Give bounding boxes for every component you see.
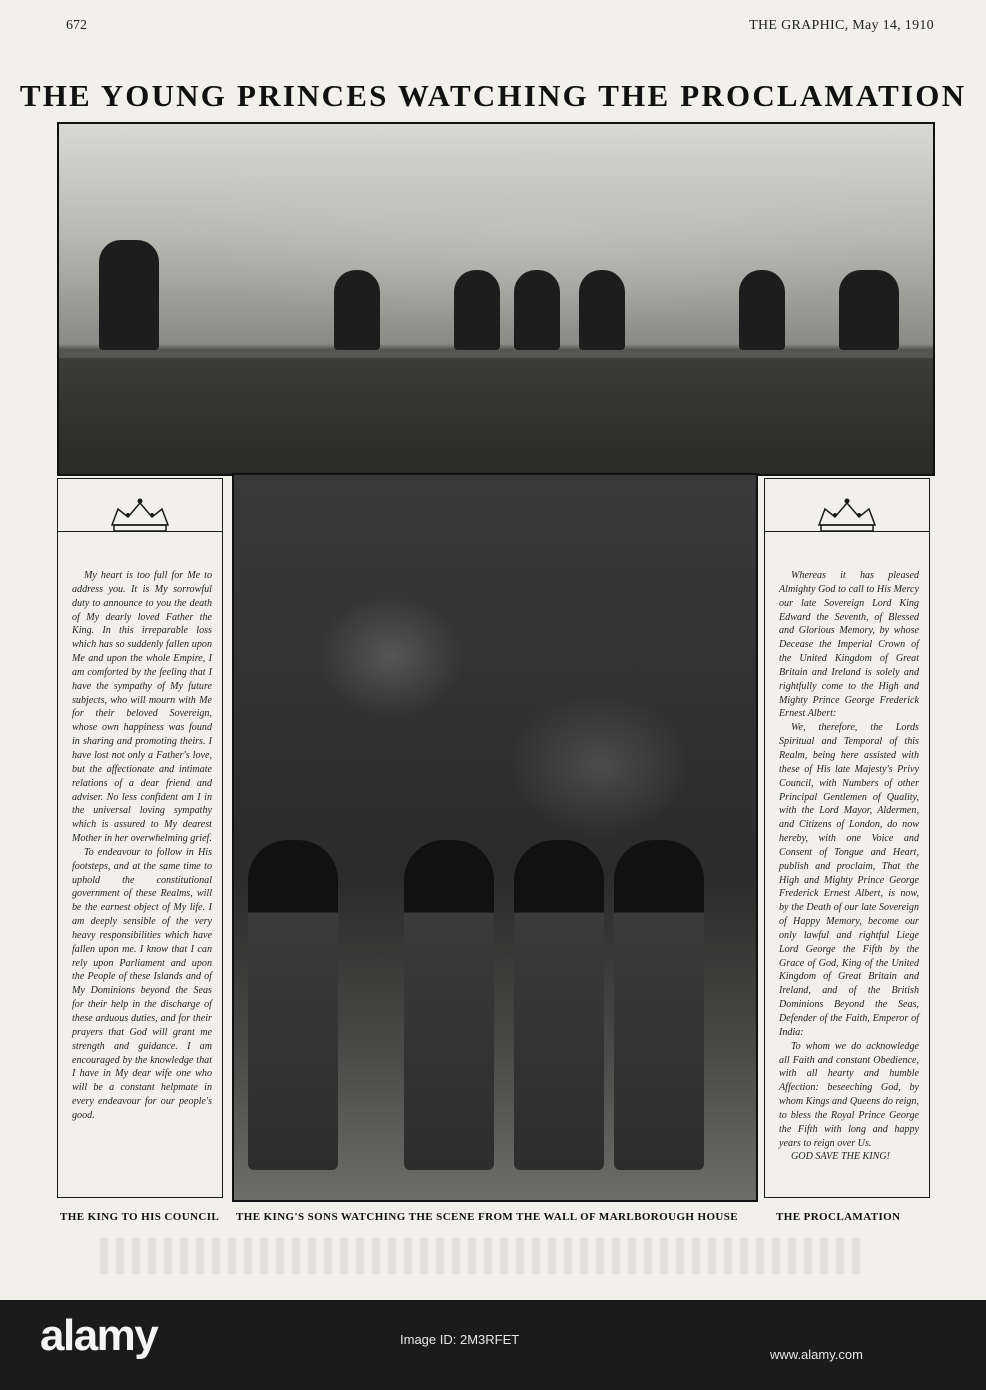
- proclamation-text: [779, 569, 919, 1164]
- paragraph: To whom we do acknowledge all Faith and constant Obedience, with all hearty and humble Affection: beseeching God, by whom Kings and Queens do reign, to bless the Royal Prince George the Fifth with long and happy years to reign over Us.: [779, 1040, 919, 1149]
- caption-center: THE KING'S SONS WATCHING THE SCENE FROM THE WALL OF MARLBOROUGH HOUSE: [236, 1211, 739, 1223]
- paragraph: My heart is too full for Me to address you. It is My sorrowful duty to announce to you the death of My dearly loved Father the King. In this irreparable loss which has so suddenly fallen upon Me and upon the whole Empire, I am comforted by the feeling that I have the sympathy of My future subjects, who will mourn with Me for their beloved Sovereign, whose own happiness was found in sharing and promoting theirs. I have lost not only a Father's love, but the affectionate and intimate relations of a dear friend and adviser. No less confident am I in the universal loving sympathy which is assured to My dearest Mother in her overwhelming grief.: [72, 570, 212, 845]
- photo-figure: [579, 270, 625, 350]
- guard-figure: [404, 840, 494, 1170]
- wall-edge: [59, 350, 933, 358]
- page-title: THE YOUNG PRINCES WATCHING THE PROCLAMATION: [19, 78, 967, 113]
- crown-icon: [108, 495, 172, 541]
- photo-figure: [839, 270, 899, 350]
- guard-figure: [514, 840, 604, 1170]
- king-address-text: [72, 569, 212, 1123]
- photo-figure: [334, 270, 380, 350]
- caption-right: THE PROCLAMATION: [776, 1211, 901, 1223]
- photo-figure: [99, 240, 159, 350]
- proclamation-text-box: [764, 478, 930, 1198]
- paragraph: We, therefore, the Lords Spiritual and Temporal of this Realm, being here assisted with these of His late Majesty's Privy Council, with Numbers of other Principal Gentlemen of Quality, with the Lord Mayor, Aldermen, and Citizens of London, do now hereby, with one Voice and Consent of Tongue and Heart, publish and proclaim, That the High and Mighty Prince George Frederick Ernest Albert, is now, by the Death of our late Sovereign of Happy Memory, become our only lawful and rightful Liege Lord George the Fifth by the Grace of God, King of the United Kingdom of Great Britain and Ireland, and of the British Dominions Beyond the Seas, Defender of the Faith, Emperor of India:: [779, 722, 919, 1038]
- page-number: 672: [66, 18, 87, 33]
- paragraph: GOD SAVE THE KING!: [791, 1151, 891, 1163]
- crowd-and-guards-photo: [232, 473, 758, 1202]
- divider: [765, 531, 929, 532]
- guard-figure: [248, 840, 338, 1170]
- caption-left: THE KING TO HIS COUNCIL: [60, 1211, 220, 1223]
- publication-line: THE GRAPHIC, May 14, 1910: [749, 18, 934, 33]
- crown-icon: [815, 495, 879, 541]
- image-id: Image ID: 2M3RFET: [400, 1332, 520, 1347]
- photo-figure: [454, 270, 500, 350]
- paragraph: Whereas it has pleased Almighty God to call to His Mercy our late Sovereign Lord King Edward the Seventh, of Blessed and Glorious Memory, by whose Decease the Imperial Crown of the United Kingdom of Great Britain and Ireland is solely and rightfully come to the High and Mighty Prince George Frederick Ernest Albert:: [779, 570, 919, 720]
- show-through-smudge: [100, 1238, 860, 1274]
- footer-meta: [400, 1330, 863, 1362]
- princes-on-wall-photo: [57, 122, 935, 476]
- guard-figure: [614, 840, 704, 1170]
- alamy-wordmark: alamy: [40, 1311, 158, 1360]
- paragraph: To endeavour to follow in His footsteps, and at the same time to uphold the constitutional government of these Realms, will be the earnest object of My life. I am deeply sensible of the very heavy responsibilities which have fallen upon me. I know that I can rely upon Parliament and upon the People of these Islands and of My Dominions beyond the Seas for their help in the discharge of these arduous duties, and for their prayers that God will grant me strength and guidance. I am encouraged by the knowledge that I have in My dear wife one who will be a constant helpmate in every endeavour for our people's good.: [72, 846, 212, 1121]
- footer-url: www.alamy.com: [770, 1347, 863, 1362]
- divider: [58, 531, 222, 532]
- king-to-council-text-box: [57, 478, 223, 1198]
- photo-figure: [514, 270, 560, 350]
- photo-figure: [739, 270, 785, 350]
